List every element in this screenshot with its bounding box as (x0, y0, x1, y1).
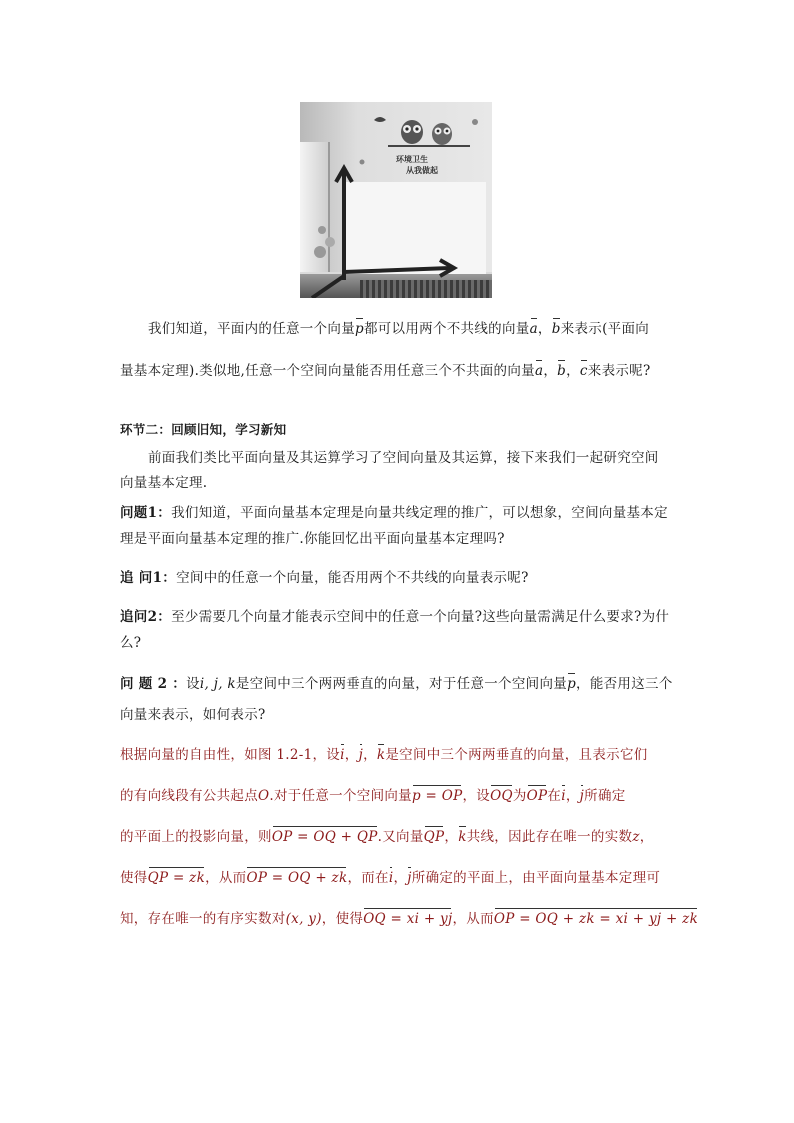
vector-k: k (458, 829, 467, 845)
text: 在 (547, 788, 562, 804)
text: 为 (512, 788, 527, 804)
question1-label: 问题1： (120, 505, 172, 521)
text: 我们知道，平面内的任意一个向量 (148, 321, 355, 337)
question1-line2: 理是平面向量基本定理的推广.你能回忆出平面向量基本定理吗? (120, 531, 505, 547)
text: ， (639, 829, 654, 845)
owl-icon-left (401, 120, 423, 144)
vector-p: p (355, 321, 364, 337)
text: ，从而 (452, 911, 494, 927)
text: ，能否用这三个 (576, 676, 673, 692)
vector-p: p (567, 676, 577, 692)
vector-a: a (529, 321, 538, 337)
text: ，而在 (347, 870, 389, 886)
vector-b: b (551, 321, 561, 337)
classroom-photo (300, 102, 492, 298)
caption-line-2: 从我做起 (406, 166, 438, 175)
text: .又向量 (377, 829, 424, 845)
variable-z: z (632, 829, 640, 845)
answer-line4: 使得QP = zk，从而OP = OQ + zk，而在i，j所确定的平面上，由平面向量基本定理可 (120, 870, 661, 886)
vector-i: i (340, 747, 345, 763)
text: 的有向线段有公共起点 (120, 788, 258, 804)
bird-icon (374, 117, 386, 122)
section2-intro-line2: 向量基本定理. (120, 475, 208, 491)
ordered-pair-xy: (x, y) (285, 911, 322, 927)
paragraph1-line1 (148, 317, 649, 337)
vectors-ijk: i, j, k (199, 676, 236, 692)
text: 根据向量的自由性，如图 1.2-1，设 (120, 747, 341, 763)
text: 来表示(平面向 (560, 321, 650, 337)
vector-c: c (579, 363, 588, 379)
text: 所确定 (584, 788, 626, 804)
text: 是空间中三个两两垂直的向量，对于任意一个空间向量 (235, 676, 568, 692)
point-O: O (258, 788, 270, 804)
text: ，使得 (321, 911, 364, 927)
question2-label: 问 题 2 ： (120, 676, 187, 692)
vector-j: j (358, 747, 364, 763)
photo-caption (396, 154, 438, 176)
vector-j: j (407, 870, 412, 886)
followup1-line (120, 566, 529, 586)
equation-op-oq-zk: OP = OQ + zk (246, 870, 348, 886)
question2-line1 (120, 672, 673, 692)
followup1-label: 追 问1： (120, 570, 177, 586)
vector-OQ: OQ (490, 788, 513, 804)
text: 所确定的平面上，由平面向量基本定理可 (411, 870, 661, 886)
text: 知，存在唯一的有序实数对 (120, 911, 286, 927)
text: 我们知道，平面向量基本定理是向量共线定理的推广，可以想象，空间向量基本定 (171, 505, 668, 521)
followup2-line1 (120, 605, 669, 625)
text: .对于任意一个空间向量 (269, 788, 412, 804)
question2-line2: 向量来表示，如何表示? (120, 707, 266, 723)
paragraph1-line2 (120, 359, 651, 379)
followup2-label: 追问2： (120, 609, 172, 625)
followup2-line2: 么? (120, 635, 142, 651)
text: 使得 (120, 870, 148, 886)
text: ， (537, 321, 552, 337)
vector-i: i (561, 788, 566, 804)
section2-intro-line1: 前面我们类比平面向量及其运算学习了空间向量及其运算，接下来我们一起研究空间 (148, 450, 659, 466)
text: 至少需要几个向量才能表示空间中的任意一个向量?这些向量需满足什么要求?为什 (171, 609, 670, 625)
text: 的平面上的投影向量，则 (120, 829, 272, 845)
answer-line1: 根据向量的自由性，如图 1.2-1，设i，j，k是空间中三个两两垂直的向量，且表示它们 (120, 747, 648, 763)
equation-p-op: p = OP (411, 788, 463, 804)
vector-j: j (579, 788, 585, 804)
text: 量基本定理).类似地,任意一个空间向量能否用任意三个不共面的向量 (120, 363, 535, 379)
vector-QP: QP (423, 829, 445, 845)
vector-OP: OP (526, 788, 548, 804)
equation-oq-xi-yj: OQ = xi + yj (363, 911, 453, 927)
vector-b: b (557, 363, 567, 379)
equation-op-oq-qp: OP = OQ + QP (271, 829, 378, 845)
text: 来表示呢? (587, 363, 651, 379)
section2-heading: 环节二：回顾旧知，学习新知 (120, 422, 287, 437)
vector-i: i (388, 870, 394, 886)
text: 空间中的任意一个向量，能否用两个不共线的向量表示呢? (176, 570, 529, 586)
answer-line5 (120, 907, 698, 927)
text: ，从而 (205, 870, 247, 886)
vector-a: a (534, 363, 544, 379)
equation-qp-zk: QP = zk (147, 870, 206, 886)
equation-op-final: OP = OQ + zk = xi + yj + zk (493, 911, 699, 927)
text: ， (566, 363, 580, 379)
axes-illustration (300, 102, 492, 298)
vector-k: k (376, 747, 386, 763)
answer-line3: 的平面上的投影向量，则OP = OQ + QP.又向量QP，k共线，因此存在唯一的实数z， (120, 829, 654, 845)
text: 都可以用两个不共线的向量 (363, 321, 530, 337)
text: ， (543, 363, 558, 379)
text: ，设 (462, 788, 491, 804)
answer-line2: 的有向线段有公共起点O.对于任意一个空间向量p = OP，设OQ为OP在i，j所确定 (120, 788, 626, 804)
text: 共线，因此存在唯一的实数 (466, 829, 633, 845)
text: 设 (186, 676, 200, 692)
question1-line1 (120, 501, 668, 521)
text: 是空间中三个两两垂直的向量，且表示它们 (385, 747, 648, 763)
owl-icon-right (432, 123, 452, 145)
caption-line-1: 环境卫生 (396, 155, 428, 164)
